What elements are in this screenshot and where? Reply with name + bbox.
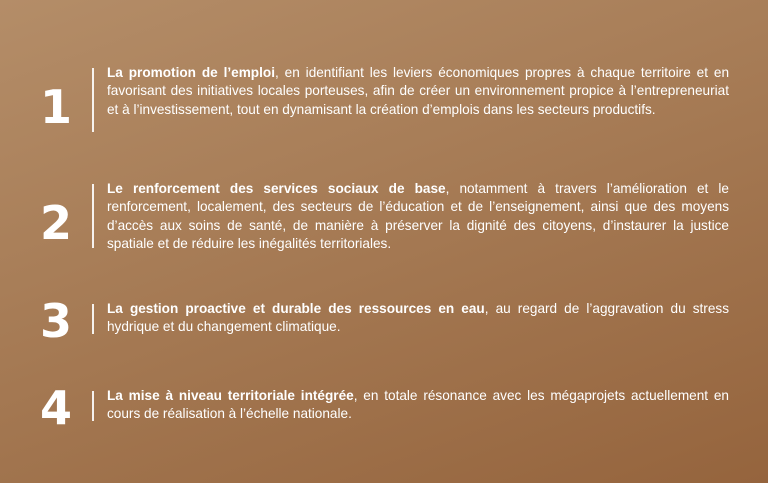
priority-item-3 xyxy=(0,294,768,348)
item-text xyxy=(107,180,729,254)
item-description: , en totale résonance avec les mégaprojets actuellement en cours de réalisation à l’échelle nationale. xyxy=(107,388,729,422)
item-text xyxy=(107,300,729,337)
item-heading: La gestion proactive et durable des ressources en eau xyxy=(107,301,485,316)
item-heading: La promotion de l’emploi xyxy=(107,65,275,80)
item-description: , notamment à travers l’amélioration et le renforcement, localement, des secteurs de l’éducation et de l’enseignement, ainsi que des moyens d’accès aux soins de santé, de manière à préserver la dignité des citoyens, d’instaurer la justice spatiale et de réduire les inégalités territoriales. xyxy=(107,181,729,252)
priority-item-2 xyxy=(0,180,768,256)
vertical-divider xyxy=(92,304,94,334)
vertical-divider xyxy=(92,68,94,132)
item-description: , en identifiant les leviers économiques propres à chaque territoire et en favorisant des initiatives locales porteuses, afin de créer un environnement propice à l’entrepreneuriat et à l’investissement, tout en dynamisant la création d’emplois dans les secteurs productifs. xyxy=(107,65,729,117)
item-number: 1 xyxy=(39,80,72,134)
vertical-divider xyxy=(92,391,94,421)
item-text xyxy=(107,64,729,119)
item-description: , au regard de l’aggravation du stress hydrique et du changement climatique. xyxy=(107,301,729,335)
item-heading: La mise à niveau territoriale intégrée xyxy=(107,388,354,403)
priority-item-1 xyxy=(0,64,768,140)
item-text xyxy=(107,387,729,424)
item-number: 3 xyxy=(39,294,72,348)
item-heading: Le renforcement des services sociaux de base xyxy=(107,181,446,196)
vertical-divider xyxy=(92,184,94,248)
item-number: 2 xyxy=(39,196,72,250)
priority-item-4 xyxy=(0,381,768,435)
item-number: 4 xyxy=(39,381,72,435)
